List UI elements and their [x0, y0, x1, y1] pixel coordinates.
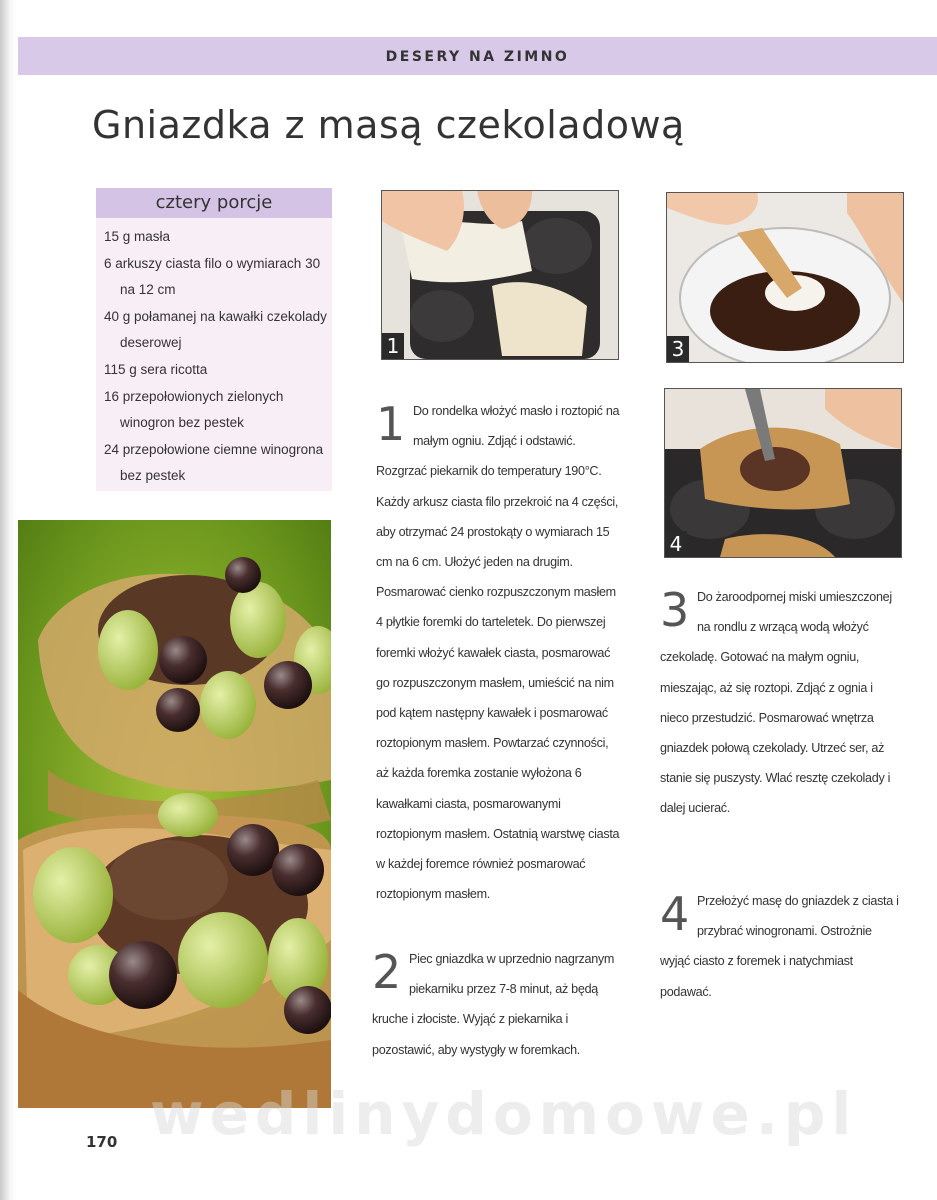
step-3-photo: [666, 192, 904, 363]
ingredient-item: 6 arkuszy ciasta filo o wymiarach 30 na 12 cm: [104, 255, 321, 298]
ingredient-item: 16 przepołowionych zielonych winogron bez pestek: [104, 388, 284, 431]
step-1-body: Do rondelka włożyć masło i roztopić na małym ogniu. Zdjąć i odstawić. Rozgrzać piekarnik do temperatury 190°C. Każdy arkusz ciasta filo przekroić na 4 części, aby otrzymać 24 prostokąty o wymiarach 15 cm na 6 cm. Ułożyć jeden na drugim. Posmarować cienko rozpuszczonym masłem 4 płytkie foremki do tarteletek. Do pierwszej foremki włożyć kawałek ciasta, posmarować go rozpuszczonym masłem, umieścić na nim pod kątem następny kawałek i posmarować roztopionym masłem. Powtarzać czynności, aż każda foremka zostanie wyłożona 6 kawałkami ciasta, posmarowanymi roztopionym masłem. Ostatnią warstwę ciasta w każdej foremce również posmarować roztopionym masłem.: [376, 404, 620, 902]
step-1-photo-badge: 1: [382, 333, 404, 359]
page-number: 170: [86, 1133, 118, 1151]
step-4-number: 4: [660, 887, 689, 941]
ingredient-item: 15 g masła: [104, 229, 171, 244]
step-4-body: Przełożyć masę do gniazdek z ciasta i przybrać winogronami. Ostrożnie wyjąć ciasto z foremek i natychmiast podawać.: [660, 894, 899, 999]
ingredients-list: [96, 224, 332, 490]
ingredient-item: 24 przepołowione ciemne winogrona bez pestek: [104, 441, 324, 484]
step-1-number: 1: [376, 397, 405, 451]
step-2-number: 2: [372, 945, 401, 999]
site-watermark: wedlinydomowe.pl: [150, 1080, 858, 1148]
step-4-text: [660, 886, 900, 1007]
step-2-body: Piec gniazdka w uprzednio nagrzanym piekarniku przez 7-8 minut, aż będą kruche i złociste. Wyjąć z piekarnika i pozostawić, aby wystygły w foremkach.: [372, 952, 615, 1057]
ingredients-box: [96, 188, 332, 491]
step-3-photo-badge: 3: [667, 336, 689, 362]
section-header-band: [18, 37, 937, 75]
page-binding-edge: [0, 0, 16, 1200]
step-1-text: [376, 396, 620, 909]
ingredient-item: 40 g połamanej na kawałki czekolady deserowej: [104, 308, 327, 351]
step-1-photo: [381, 190, 619, 360]
section-title: DESERY NA ZIMNO: [385, 49, 570, 65]
ingredient-item: 115 g sera ricotta: [104, 361, 208, 377]
ingredients-heading: cztery porcje: [96, 188, 332, 218]
step-3-body: Do żaroodpornej miski umieszczonej na rondlu z wrzącą wodą włożyć czekoladę. Gotować na małym ogniu, mieszając, aż się roztopi. Zdjąć z ognia i nieco przestudzić. Posmarować wnętrza gniazdek połową czekolady. Utrzeć ser, aż stanie się puszysty. Wlać resztę czekolady i dalej ucierać.: [660, 590, 892, 816]
step-4-photo: [664, 388, 902, 558]
step-3-text: [660, 582, 900, 824]
dessert-photo: [18, 520, 331, 1108]
recipe-title: Gniazdka z masą czekoladową: [92, 103, 685, 147]
step-3-number: 3: [660, 583, 689, 637]
step-2-text: [372, 944, 616, 1065]
step-4-photo-badge: 4: [665, 531, 687, 557]
